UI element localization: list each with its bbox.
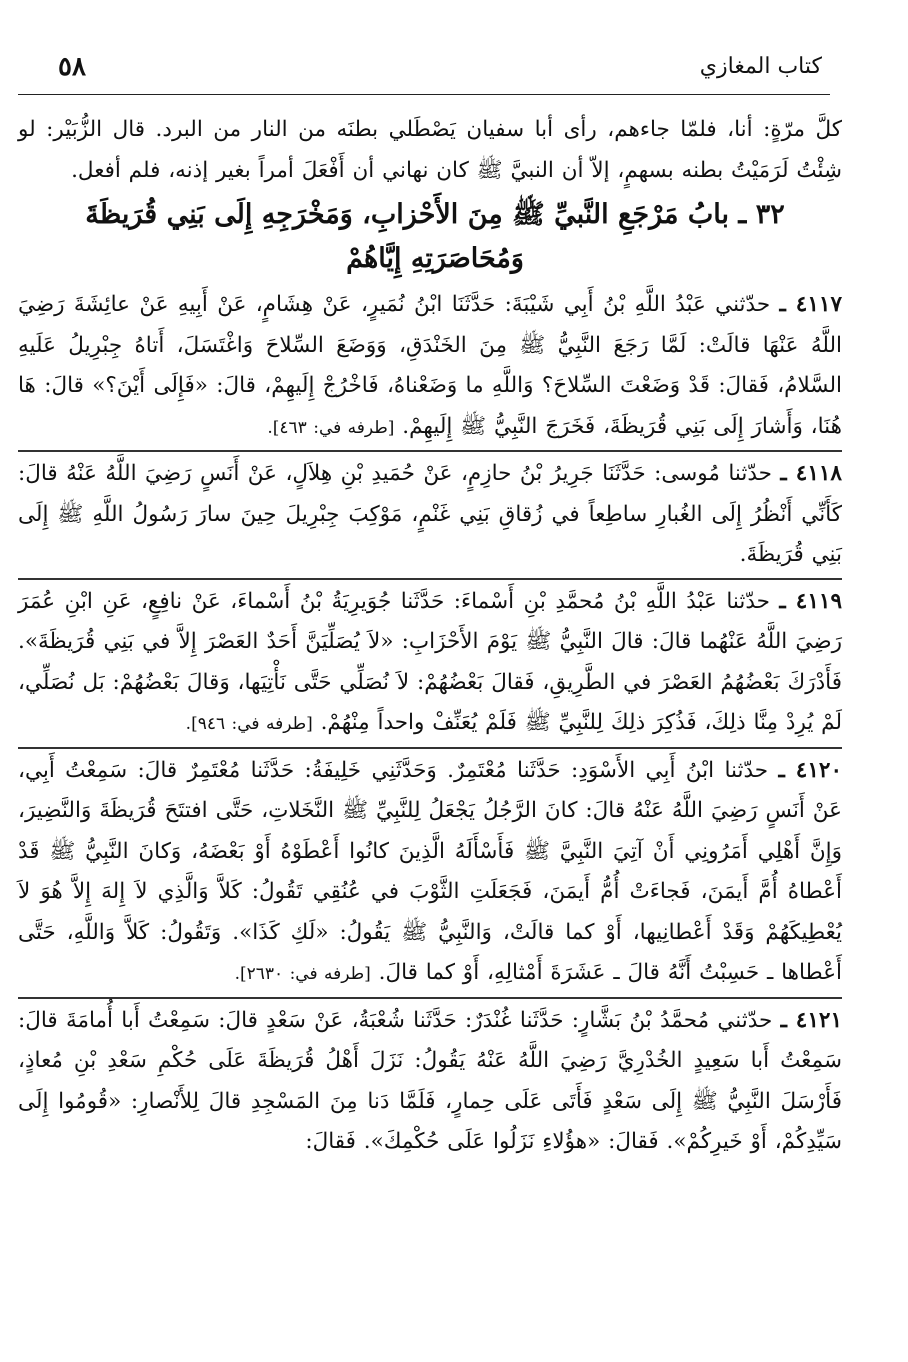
chapter-title: ٣٢ ـ بابُ مَرْجَعِ النَّبيِّ ﷺ مِنَ الأَحْزابِ، وَمَخْرَجِهِ إِلَى بَنِي قُرَيظَةَ وَمُحَاصَرَتِهِ إِيَّاهُمْ: [85, 199, 785, 274]
hadith-4117: [18, 285, 842, 448]
hadith-4121: [18, 997, 842, 1163]
hadith-number: ٤١٢٠ ـ: [778, 757, 842, 783]
hadith-4119: [18, 578, 842, 745]
hadith-number: ٤١١٧ ـ: [779, 292, 842, 317]
cross-reference: [طرفه في: ٩٤٦].: [185, 714, 313, 734]
hadith-text: حدّثنا ابْنُ أَبِي الأَسْوَدِ: حَدَّثَنا مُعْتَمِرٌ. وَحَدَّثَنِي خَلِيفَةُ: حَدَّثَنا مُعْتَمِرٌ قالَ: سَمِعْتُ أَبِي، عَنْ أَنَسٍ رَضِيَ اللَّهُ عَنْهُ قالَ: كانَ الرَّجُلُ يَجْعَلُ لِلنَّبِيِّ ﷺ النَّخَلاتِ، حَتَّى افتتَحَ قُرَيظَةَ وَالنَّضِيرَ، وَإِنَّ أَهْلِي أَمَرُونِي أَنْ آتِيَ النَّبِيَّ ﷺ فَأَسْأَلَهُ الَّذِينَ كانُوا أَعْطَوْهُ أَوْ بَعْضَهُ، وَكانَ النَّبِيُّ ﷺ قَدْ أَعْطاهُ أُمَّ أَيمَنَ، فَجاءَتْ أُمُّ أَيمَنَ، فَجَعَلَتِ الثَّوْبَ في عُنُقِي تَقُولُ: كَلاَّ وَالَّذِي لاَ إِلهَ إِلاَّ هُوَ لاَ يُعْطِيكَهُمْ وَقَدْ أَعْطانِيها، أَوْ كما قالَتْ، وَالنَّبِيُّ ﷺ يَقُولُ: «لَكِ كَذَا». وَتَقُولُ: كَلاَّ وَاللَّهِ، حَتَّى أَعْطاها ـ حَسِبْتُ أَنَّهُ قالَ ـ عَشَرَةَ أَمْثالِهِ، أَوْ كما قالَ.: [18, 757, 842, 985]
hadith-text: حدّثنا مُوسى: حَدَّثَنَا جَرِيرُ بْنُ حازِمٍ، عَنْ حُمَيدِ بْنِ هِلاَلٍ، عَنْ أَنَسٍ رَضِيَ اللَّهُ عَنْهُ قالَ: كَأَنِّي أَنْظُرُ إِلَى الغُبارِ ساطِعاً في زُقاقِ بَنِي غَنْمٍ، مَوْكِبَ جِبْرِيلَ حِينَ سارَ رَسُولُ اللَّهِ ﷺ إِلَى بَنِي قُرَيظَةَ.: [18, 461, 842, 567]
hadith-4118: [18, 450, 842, 576]
hadith-number: ٤١١٨ ـ: [780, 461, 842, 486]
cross-reference: [طرفه في: ٢٦٣٠].: [234, 964, 371, 984]
book-title: كتاب المغازي: [699, 54, 822, 79]
hadith-text: حدّثنا عَبْدُ اللَّهِ بْنُ مُحمَّدِ بْنِ أَسْماءَ: حَدَّثَنا جُوَيرِيَةُ بْنُ أَسْماءَ، عَنْ نافِعٍ، عَنِ ابْنِ عُمَرَ رَضِيَ اللَّهُ عَنْهُما قالَ: قالَ النَّبِيُّ ﷺ يَوْمَ الأَحْزَابِ: «لاَ يُصَلِّيَنَّ أَحَدٌ العَصْرَ إِلاَّ في بَنِي قُرَيظَةَ». فَأَدْرَكَ بَعْضُهُمُ العَصْرَ في الطَّرِيقِ، فَقالَ بَعْضُهُمْ: لاَ نُصَلِّي حَتَّى نَأْتِيَها، وَقالَ بَعْضُهُمْ: بَل نُصَلِّي، لَمْ يُرِدْ مِنَّا ذلِكَ، فَذُكِرَ ذلِكَ لِلنَّبِيِّ ﷺ فَلَمْ يُعَنِّفْ واحداً مِنْهُمْ.: [18, 588, 842, 735]
cross-reference: [طرفه في: ٤٦٣].: [267, 417, 395, 438]
page-body: [18, 110, 842, 1163]
page-number: ٥٨: [58, 52, 86, 82]
hadith-4120: [18, 747, 842, 995]
running-header: [18, 52, 830, 95]
hadith-text: حدّثني عَبْدُ اللَّهِ بْنُ أَبِي شَيْبَةَ: حَدَّثَنَا ابْنُ نُمَيرٍ، عَنْ هِشَامٍ، عَنْ أَبِيهِ عَنْ عائِشَةَ رَضِيَ اللَّهُ عَنْهَا قالَتْ: لَمَّا رَجَعَ النَّبِيُّ ﷺ مِنَ الخَنْدَقِ، وَوَضَعَ السِّلاحَ وَاغْتَسَلَ، أَتاهُ جِبْرِيلُ عَلَيهِ السَّلامُ، فَقالَ: قَدْ وَضَعْتَ السِّلاحَ؟ وَاللَّهِ ما وَضَعْناهُ، فَاخْرُجْ إِلَيهِمْ، قالَ: «فَإِلَى أَيْنَ؟» قالَ: هَا هُنَا، وَأَشارَ إِلَى بَنِي قُرَيظَةَ، فَخَرَجَ النَّبِيُّ ﷺ إِلَيهِمْ.: [18, 292, 842, 439]
intro-paragraph: كلَّ مرّةٍ: أنا، فلمّا جاءهم، رأى أبا سفيان يَصْطَلي بطنَه من النار من البرد. قال الزُّبَيْر: لو شِئْتُ لَرَمَيْتُ بطنه بسهمٍ، إلاّ أن النبيَّ ﷺ كان نهاني أن أَفْعَلَ أمراً بغير إذنه، فلم أفعل.: [18, 117, 842, 183]
hadith-number: ٤١١٩ ـ: [779, 588, 842, 614]
hadith-number: ٤١٢١ ـ: [780, 1007, 842, 1033]
hadith-text: حدّثني مُحمَّدُ بْنُ بَشَّارٍ: حَدَّثَنا غُنْدَرٌ: حَدَّثَنا شُعْبَةُ، عَنْ سَعْدٍ قالَ: سَمِعْتُ أَبا أُمامَةَ قالَ: سَمِعْتُ أَبا سَعِيدٍ الخُدْرِيَّ رَضِيَ اللَّهُ عَنْهُ يَقُولُ: نَزَلَ أَهْلُ قُرَيظَةَ عَلَى حُكْمِ سَعْدِ بْنِ مُعاذٍ، فَأَرْسَلَ النَّبِيُّ ﷺ إِلَى سَعْدٍ فَأَتَى عَلَى حِمارٍ، فَلَمَّا دَنا مِنَ المَسْجِدِ قالَ لِلأَنْصارِ: «قُومُوا إِلَى سَيِّدِكُمْ، أَوْ خَيرِكُمْ». فَقالَ: «هؤُلاءِ نَزَلُوا عَلَى حُكْمِكَ». فَقالَ:: [18, 1007, 842, 1154]
